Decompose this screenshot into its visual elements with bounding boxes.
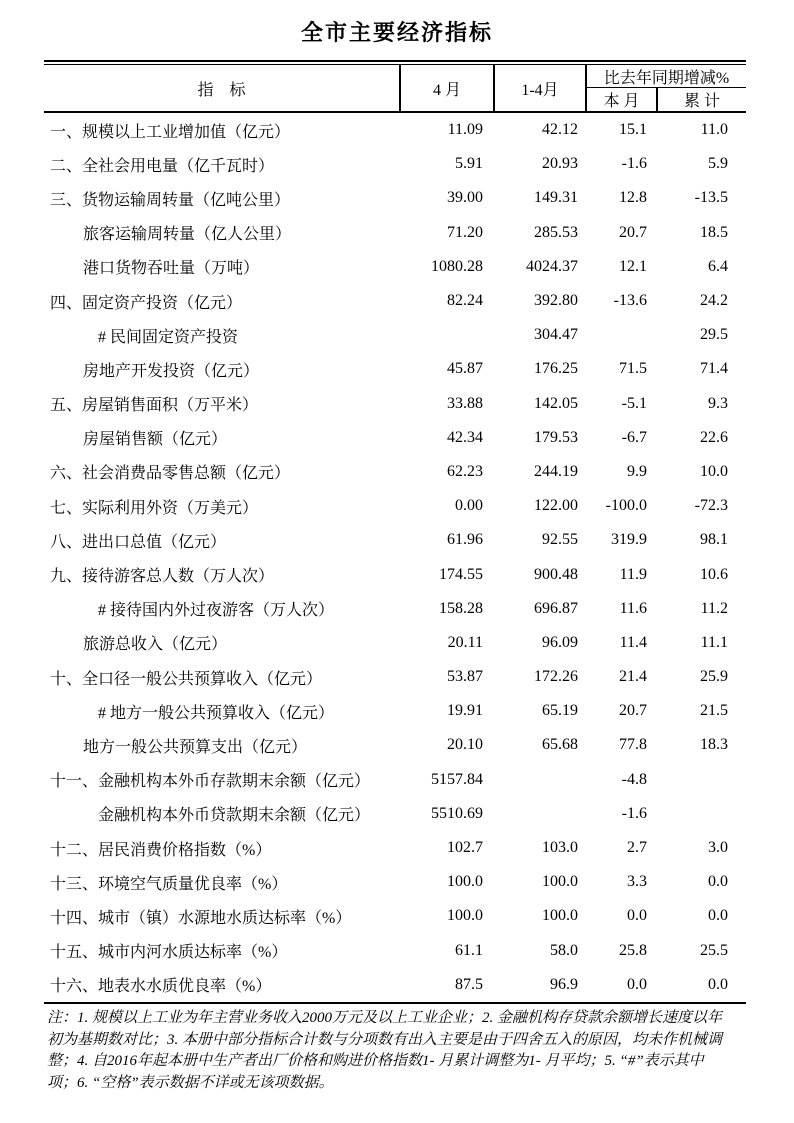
value-this-month: -100.0 [605, 497, 647, 515]
value-this-month: 77.8 [619, 736, 647, 754]
table-row [44, 181, 746, 215]
value-cumulative: 0.0 [708, 975, 728, 993]
value-jan-april: 65.19 [542, 702, 578, 720]
value-cumulative: 18.5 [700, 223, 728, 241]
table-row [44, 318, 746, 352]
table-row [44, 455, 746, 489]
indicator-cell: 七、实际利用外资（万美元） [50, 499, 259, 517]
header-april: 4 月 [401, 65, 495, 111]
value-cumulative: 11.0 [700, 121, 728, 139]
value-april: 61.96 [447, 531, 483, 549]
value-this-month: 20.7 [619, 702, 647, 720]
value-this-month: 319.9 [611, 531, 647, 549]
value-jan-april: 42.12 [542, 121, 578, 139]
value-april: 100.0 [447, 873, 483, 891]
header-yoy-change: 比去年同期增减% [587, 65, 746, 88]
value-cumulative: 11.1 [700, 633, 728, 651]
value-cumulative: 0.0 [708, 873, 728, 891]
value-april: 71.20 [447, 223, 483, 241]
table-row [44, 797, 746, 831]
value-cumulative: 29.5 [700, 326, 728, 344]
table-row [44, 147, 746, 181]
header-this-month: 本 月 [587, 88, 658, 111]
value-this-month: -13.6 [613, 292, 647, 310]
table-row [44, 250, 746, 284]
value-april: 20.10 [447, 736, 483, 754]
value-cumulative: 10.6 [700, 565, 728, 583]
value-cumulative: 71.4 [700, 360, 728, 378]
value-jan-april: 142.05 [534, 394, 578, 412]
value-cumulative: 5.9 [708, 155, 728, 173]
indicator-cell: 二、全社会用电量（亿千瓦时） [50, 157, 275, 175]
value-april: 61.1 [455, 941, 483, 959]
value-jan-april: 392.80 [534, 292, 578, 310]
value-april: 45.87 [447, 360, 483, 378]
value-april: 102.7 [447, 839, 483, 857]
value-this-month: 25.8 [619, 941, 647, 959]
value-this-month: -4.8 [621, 770, 647, 788]
table-row [44, 763, 746, 797]
value-april: 5157.84 [431, 770, 483, 788]
table-row [44, 387, 746, 421]
footnote-line: 项；6. “空格”表示数据不详或无该项数据。 [47, 1074, 334, 1091]
value-jan-april: 92.55 [542, 531, 578, 549]
header-cumulative: 累 计 [683, 93, 720, 110]
indicator-cell: 旅客运输周转量（亿人公里） [83, 226, 292, 244]
value-this-month: -1.6 [621, 155, 647, 173]
table-row [44, 421, 746, 455]
indicator-cell: 四、固定资产投资（亿元） [50, 294, 243, 312]
value-april: 174.55 [439, 565, 483, 583]
footnotes [47, 1008, 749, 1094]
table-row [44, 694, 746, 728]
table-row [44, 352, 746, 386]
footnote-line: 初为基期数对比；3. 本册中部分指标合计数与分项数有出入主要是由于四舍五入的原因，均未作机械调 [47, 1031, 723, 1048]
value-jan-april: 58.0 [550, 941, 578, 959]
value-this-month: 9.9 [627, 462, 647, 480]
value-jan-april: 65.68 [542, 736, 578, 754]
value-this-month: -6.7 [621, 428, 647, 446]
table-body [44, 113, 746, 1002]
indicator-cell: 五、房屋销售面积（万平米） [50, 397, 259, 415]
indicator-cell: 十六、地表水水质优良率（%） [50, 978, 272, 996]
value-april: 0.00 [455, 497, 483, 515]
indicator-cell: 地方一般公共预算支出（亿元） [83, 738, 308, 756]
value-april: 39.00 [447, 189, 483, 207]
value-this-month: 21.4 [619, 668, 647, 686]
table-row [44, 626, 746, 660]
value-cumulative: 21.5 [700, 702, 728, 720]
value-jan-april: 20.93 [542, 155, 578, 173]
value-jan-april: 179.53 [534, 428, 578, 446]
value-this-month: 2.7 [627, 839, 647, 857]
value-april: 5.91 [455, 155, 483, 173]
value-this-month: 3.3 [627, 873, 647, 891]
value-april: 100.0 [447, 907, 483, 925]
indicator-cell: 十五、城市内河水质达标率（%） [50, 944, 288, 962]
value-cumulative: 18.3 [700, 736, 728, 754]
value-april: 62.23 [447, 462, 483, 480]
value-april: 53.87 [447, 668, 483, 686]
indicator-cell: 十、全口径一般公共预算收入（亿元） [50, 670, 323, 688]
value-april: 82.24 [447, 292, 483, 310]
value-jan-april: 285.53 [534, 223, 578, 241]
table-bottom-rule [44, 1002, 746, 1004]
value-cumulative: 9.3 [708, 394, 728, 412]
table-row [44, 831, 746, 865]
value-cumulative: -13.5 [694, 189, 728, 207]
value-this-month: 15.1 [619, 121, 647, 139]
indicator-cell: # 地方一般公共预算收入（亿元） [98, 704, 335, 722]
footnote-line: 整；4. 自2016年起本册中生产者出厂价格和购进价格指数1- 月累计调整为1- 月平均；5. “#”表示其中 [47, 1053, 704, 1069]
table-row [44, 899, 746, 933]
value-april: 1080.28 [431, 257, 483, 275]
value-jan-april: 4024.37 [526, 257, 578, 275]
table-row [44, 523, 746, 557]
indicator-cell: 十四、城市（镇）水源地水质达标率（%） [50, 909, 352, 927]
table-row [44, 865, 746, 899]
value-jan-april: 100.0 [542, 873, 578, 891]
value-april: 11.09 [447, 121, 483, 139]
indicator-cell: 十一、金融机构本外币存款期末余额（亿元） [50, 773, 371, 791]
value-this-month: 12.8 [619, 189, 647, 207]
value-jan-april: 176.25 [534, 360, 578, 378]
value-april: 33.88 [447, 394, 483, 412]
value-this-month: 71.5 [619, 360, 647, 378]
indicator-cell: 房屋销售额（亿元） [83, 431, 228, 449]
table-row [44, 968, 746, 1002]
header-jan-april: 1-4月 [495, 65, 587, 111]
indicator-cell: # 接待国内外过夜游客（万人次） [98, 602, 335, 620]
value-april: 42.34 [447, 428, 483, 446]
value-jan-april: 244.19 [534, 462, 578, 480]
indicator-cell: 十三、环境空气质量优良率（%） [50, 875, 288, 893]
value-this-month: -5.1 [621, 394, 647, 412]
table-row [44, 557, 746, 591]
value-cumulative: 24.2 [700, 292, 728, 310]
value-april: 5510.69 [431, 804, 483, 822]
value-jan-april: 304.47 [534, 326, 578, 344]
indicator-cell: 旅游总收入（亿元） [83, 636, 228, 654]
value-cumulative: 25.9 [700, 668, 728, 686]
table-row [44, 284, 746, 318]
indicator-cell: 六、社会消费品零售总额（亿元） [50, 465, 291, 483]
value-jan-april: 900.48 [534, 565, 578, 583]
value-jan-april: 100.0 [542, 907, 578, 925]
value-this-month: -1.6 [621, 804, 647, 822]
value-cumulative: 10.0 [700, 462, 728, 480]
table-row [44, 489, 746, 523]
value-april: 20.11 [447, 633, 483, 651]
value-jan-april: 103.0 [542, 839, 578, 857]
value-april: 158.28 [439, 599, 483, 617]
indicator-cell: 十二、居民消费价格指数（%） [50, 841, 272, 859]
indicator-cell: 三、货物运输周转量（亿吨公里） [50, 191, 291, 209]
indicator-cell: 金融机构本外币贷款期末余额（亿元） [98, 807, 371, 825]
value-this-month: 11.9 [619, 565, 647, 583]
table-header [44, 65, 746, 111]
value-cumulative: 3.0 [708, 839, 728, 857]
value-this-month: 11.6 [619, 599, 647, 617]
value-jan-april: 149.31 [534, 189, 578, 207]
indicator-cell: # 民间固定资产投资 [98, 328, 239, 346]
value-cumulative: -72.3 [694, 497, 728, 515]
value-jan-april: 696.87 [534, 599, 578, 617]
footnote-line: 注：1. 规模以上工业为年主营业务收入2000万元及以上工业企业；2. 金融机构存贷款余额增长速度以年 [47, 1010, 723, 1026]
value-cumulative: 11.2 [700, 599, 728, 617]
value-this-month: 11.4 [619, 633, 647, 651]
table-row [44, 592, 746, 626]
page-title: 全市主要经济指标 [300, 20, 493, 45]
indicator-cell: 八、进出口总值（亿元） [50, 533, 227, 551]
value-this-month: 12.1 [619, 257, 647, 275]
value-this-month: 20.7 [619, 223, 647, 241]
value-cumulative: 6.4 [708, 257, 728, 275]
value-this-month: 0.0 [627, 975, 647, 993]
value-this-month: 0.0 [627, 907, 647, 925]
indicator-cell: 港口货物吞吐量（万吨） [83, 260, 260, 278]
value-cumulative: 25.5 [700, 941, 728, 959]
value-jan-april: 96.9 [550, 975, 578, 993]
value-jan-april: 96.09 [542, 633, 578, 651]
value-april: 87.5 [455, 975, 483, 993]
table-row [44, 216, 746, 250]
value-cumulative: 22.6 [700, 428, 728, 446]
table-row [44, 113, 746, 147]
header-indicator: 指 标 [44, 65, 401, 111]
value-jan-april: 172.26 [534, 668, 578, 686]
indicator-cell: 房地产开发投资（亿元） [83, 362, 260, 380]
indicator-cell: 一、规模以上工业增加值（亿元） [50, 123, 291, 141]
value-cumulative: 98.1 [700, 531, 728, 549]
indicator-cell: 九、接待游客总人数（万人次） [50, 568, 275, 586]
table-top-thick-rule [44, 60, 746, 62]
value-cumulative: 0.0 [708, 907, 728, 925]
table-row [44, 660, 746, 694]
value-april: 19.91 [447, 702, 483, 720]
table-row [44, 728, 746, 762]
value-jan-april: 122.00 [534, 497, 578, 515]
table-row [44, 934, 746, 968]
